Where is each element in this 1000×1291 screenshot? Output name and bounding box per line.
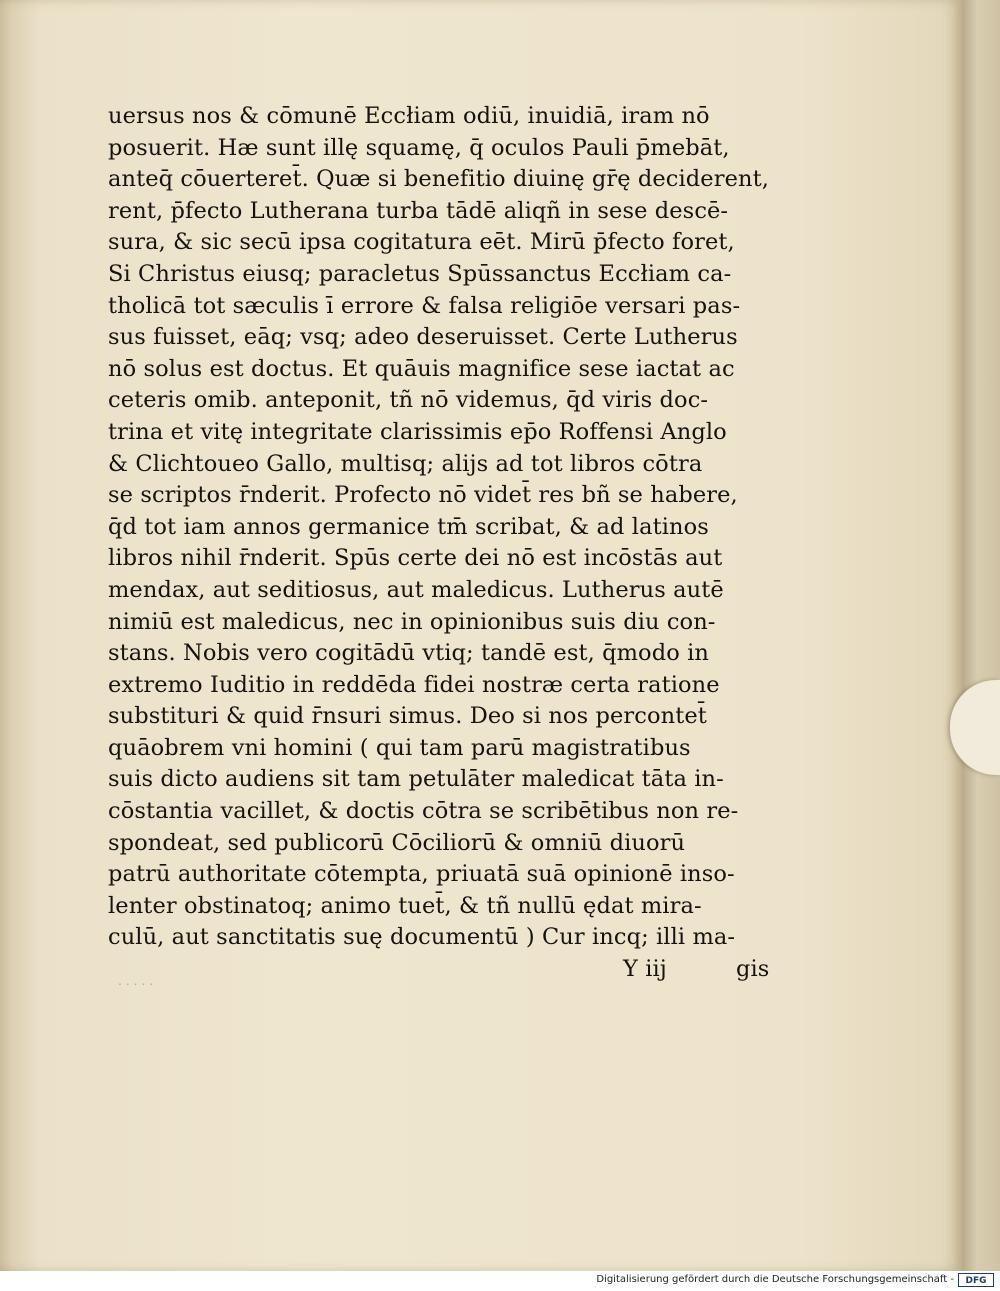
text-line: quāobrem vni homini ( qui tam parū magistratibus bbox=[108, 734, 691, 761]
text-line: mendax, aut seditiosus, aut maledicus. Lutherus autē bbox=[108, 576, 724, 603]
dfg-logo-icon[interactable]: DFG bbox=[958, 1273, 994, 1287]
text-line: culū, aut sanctitatis suę documentū ) Cur incq; illi ma- bbox=[108, 924, 736, 951]
text-line: nimiū est maledicus, nec in opinionibus suis diu con- bbox=[108, 608, 716, 635]
text-line: posuerit. Hæ sunt illę squamę, q̄ oculos Pauli p̄mebāt, bbox=[108, 134, 730, 161]
text-line: trina et vitę integritate clarissimis ep̄o Roffensi Anglo bbox=[108, 418, 727, 445]
signature-mark: Y iij bbox=[623, 956, 667, 983]
text-line: Si Christus eiusq; paracletus Spūssanctus Eccłiam ca- bbox=[108, 260, 732, 287]
text-line: substituri & quid r̄nsuri simus. Deo si nos percontet̄ bbox=[108, 703, 707, 730]
text-line: cōstantia vacillet, & doctis cōtra se scribētibus non re- bbox=[108, 798, 739, 825]
text-line: sus fuisset, eāq; vsq; adeo deseruisset. Certe Lutherus bbox=[108, 324, 738, 351]
text-line: patrū authoritate cōtempta, priuatā suā opinionē inso- bbox=[108, 861, 735, 888]
text-line: uersus nos & cōmunē Eccłiam odiū, inuidiā, iram nō bbox=[108, 103, 710, 129]
text-line: suis dicto audiens sit tam petulāter maledicat tāta in- bbox=[108, 766, 724, 793]
faint-marks: . . . . . bbox=[118, 974, 154, 989]
text-line: anteq̄ cōuerteret̄. Quæ si benefitio diuinę gr̄ę deciderent, bbox=[108, 166, 769, 193]
page-text bbox=[108, 101, 788, 990]
text-line: extremo Iuditio in reddēda fidei nostræ certa ratione bbox=[108, 671, 720, 698]
page-edge bbox=[962, 0, 1000, 1271]
text-line: libros nihil r̄nderit. Spūs certe dei nō est incōstās aut bbox=[108, 545, 723, 572]
text-line: & Clichtoueo Gallo, multisq; alijs ad tot libros cōtra bbox=[108, 450, 703, 477]
text-line: tholicā tot sæculis ī errore & falsa religiōe versari pas- bbox=[108, 292, 741, 319]
text-line: ceteris omib. anteponit, tñ nō videmus, q̄d viris doc- bbox=[108, 387, 709, 414]
text-line: sura, & sic secū ipsa cogitatura eēt. Mirū p̄fecto foret, bbox=[108, 229, 735, 256]
text-line: rent, p̄fecto Lutherana turba tādē aliqñ in sese descē- bbox=[108, 197, 729, 224]
signature-line bbox=[108, 954, 788, 990]
text-line: se scriptos r̄nderit. Profecto nō videt̄ res bñ se habere, bbox=[108, 482, 738, 509]
footer-credit: Digitalisierung gefördert durch die Deutsche Forschungsgemeinschaft - bbox=[596, 1274, 954, 1285]
digitization-footer bbox=[0, 1271, 1000, 1291]
catchword: gis bbox=[736, 956, 770, 983]
text-line: nō solus est doctus. Et quāuis magnifice sese iactat ac bbox=[108, 355, 735, 382]
text-line: spondeat, sed publicorū Cōciliorū & omniū diuorū bbox=[108, 829, 686, 856]
text-line: lenter obstinatoq; animo tuet̄, & tñ nullū ędat mira- bbox=[108, 892, 702, 919]
text-line: q̄d tot iam annos germanice tm̄ scribat, & ad latinos bbox=[108, 513, 709, 540]
text-line: stans. Nobis vero cogitādū vtiq; tandē est, q̄modo in bbox=[108, 640, 709, 667]
